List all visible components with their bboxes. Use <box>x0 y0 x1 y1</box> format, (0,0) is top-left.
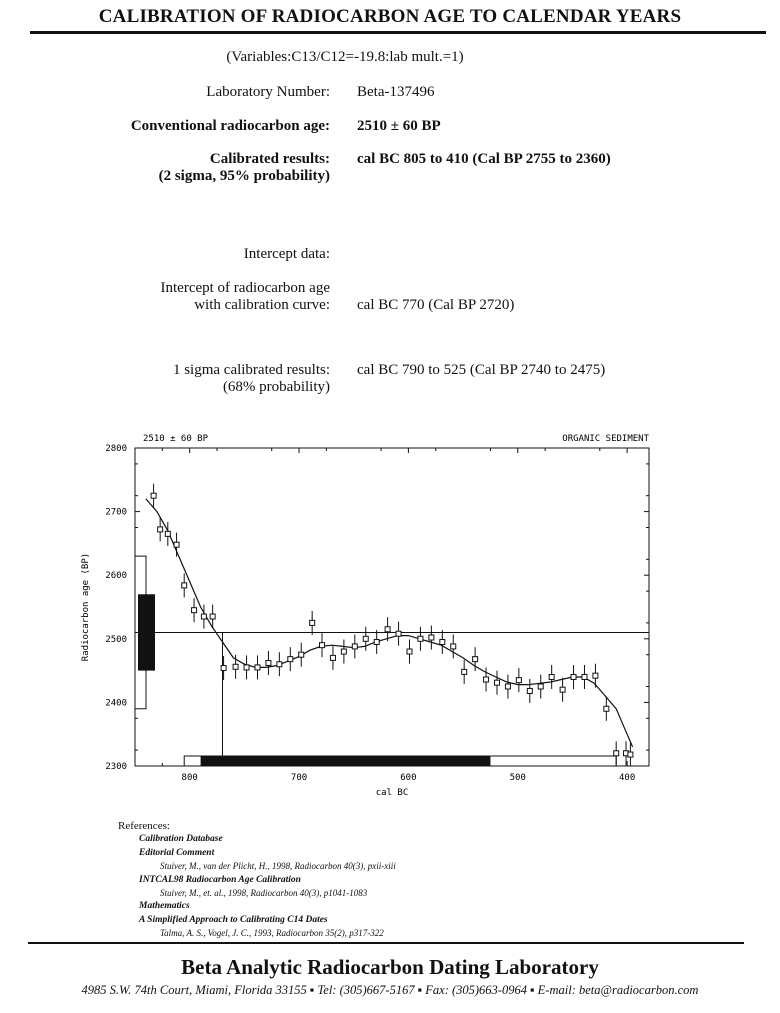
point-marker <box>462 669 467 674</box>
point-marker <box>407 649 412 654</box>
point-marker <box>174 542 179 547</box>
data-point <box>330 646 335 670</box>
sigma1-label: 1 sigma calibrated results: <box>172 362 330 378</box>
reference-lines <box>135 632 649 766</box>
range-1sigma <box>201 756 491 766</box>
point-marker <box>418 636 423 641</box>
point-marker <box>571 674 576 679</box>
data-point <box>244 655 249 679</box>
data-point <box>352 634 357 658</box>
point-marker <box>484 677 489 682</box>
y-tick-label: 2400 <box>105 698 127 709</box>
y-axis <box>105 444 649 772</box>
data-point <box>571 665 576 689</box>
data-point <box>560 678 565 702</box>
point-marker <box>560 687 565 692</box>
chart-title-right: ORGANIC SEDIMENT <box>562 434 649 444</box>
lab-name: Beta Analytic Radiocarbon Dating Laboratory <box>181 955 599 979</box>
y-tick-label: 2700 <box>105 507 127 518</box>
data-point <box>192 598 197 622</box>
data-point <box>151 484 156 508</box>
references <box>118 820 396 941</box>
data-point <box>516 668 521 692</box>
data-point <box>374 630 379 654</box>
data-point <box>593 664 598 688</box>
data-point <box>538 675 543 699</box>
data-point <box>288 647 293 671</box>
data-point <box>407 640 412 664</box>
data-point <box>462 660 467 684</box>
data-point <box>396 622 401 646</box>
point-marker <box>221 666 226 671</box>
point-marker <box>192 608 197 613</box>
point-marker <box>451 644 456 649</box>
data-point <box>418 627 423 651</box>
reference-title: A Simplified Approach to Calibrating C14 Dates <box>139 914 328 925</box>
point-marker <box>165 531 170 536</box>
intercept-heading: Intercept data: <box>243 246 330 262</box>
data-point <box>604 697 609 721</box>
point-marker <box>266 660 271 665</box>
data-point <box>320 633 325 657</box>
intercept-label-2: with calibration curve: <box>194 297 330 313</box>
y-tick-label: 2600 <box>105 571 127 582</box>
point-marker <box>151 493 156 498</box>
sigma1-value: cal BC 790 to 525 (Cal BP 2740 to 2475) <box>357 362 606 378</box>
point-marker <box>210 614 215 619</box>
data-point <box>299 643 304 667</box>
data-point <box>266 651 271 675</box>
point-marker <box>516 678 521 683</box>
data-points <box>151 484 633 767</box>
calibration-curve <box>146 499 633 747</box>
reference-title: Calibration Database <box>139 834 223 845</box>
calibrated-sub: (2 sigma, 95% probability) <box>158 168 330 184</box>
point-marker <box>182 583 187 588</box>
point-marker <box>352 644 357 649</box>
chart-title-left: 2510 ± 60 BP <box>143 434 209 444</box>
conv-age-value: 2510 ± 60 BP <box>357 118 441 134</box>
point-marker <box>604 706 609 711</box>
point-marker <box>299 652 304 657</box>
data-point <box>363 627 368 651</box>
variables-line: (Variables:C13/C12=-19.8:lab mult.=1) <box>226 49 464 65</box>
point-marker <box>277 662 282 667</box>
plot-frame <box>135 448 649 766</box>
lab-address: 4985 S.W. 74th Court, Miami, Florida 33155 ▪ Tel: (305)667-5167 ▪ Fax: (305)663-0964 ▪ E-mail: beta@radiocarbon.com <box>81 983 699 997</box>
point-marker <box>385 627 390 632</box>
data-point <box>582 665 587 689</box>
y-tick-label: 2300 <box>105 762 127 772</box>
point-marker <box>363 636 368 641</box>
point-marker <box>320 643 325 648</box>
point-marker <box>614 751 619 756</box>
top-rule <box>30 31 766 34</box>
calibrated-label: Calibrated results: <box>209 151 330 167</box>
sigma1-sub: (68% probability) <box>222 379 330 395</box>
data-point <box>255 655 260 679</box>
references-list <box>118 833 396 940</box>
reference-title: Editorial Comment <box>139 847 215 858</box>
data-point <box>221 656 226 680</box>
point-marker <box>310 620 315 625</box>
point-marker <box>527 688 532 693</box>
data-point <box>451 634 456 658</box>
point-marker <box>255 665 260 670</box>
data-point <box>549 665 554 689</box>
calibrated-ranges <box>184 756 616 766</box>
point-marker <box>341 649 346 654</box>
reference-citation: Stuiver, M., van der Plicht, H., 1998, Radiocarbon 40(3), pxii-xiii <box>160 861 396 872</box>
reference-citation: Talma, A. S., Vogel, J. C., 1993, Radiocarbon 35(2), p317-322 <box>160 928 384 939</box>
x-tick-label: 800 <box>181 773 198 783</box>
calibration-chart <box>0 420 780 805</box>
reference-title: INTCAL98 Radiocarbon Age Calibration <box>139 874 301 885</box>
x-tick-label: 400 <box>618 773 636 783</box>
point-marker <box>538 684 543 689</box>
lab-number-label: Laboratory Number: <box>206 84 330 100</box>
data-point <box>440 630 445 654</box>
point-marker <box>158 527 163 532</box>
data-point <box>310 611 315 635</box>
x-axis-label: cal BC <box>375 788 409 798</box>
data-point <box>174 533 179 557</box>
point-marker <box>374 639 379 644</box>
data-point <box>429 626 434 650</box>
point-marker <box>233 664 238 669</box>
page-title: CALIBRATION OF RADIOCARBON AGE TO CALENDAR YEARS <box>98 6 682 27</box>
data-point <box>201 605 206 629</box>
point-marker <box>582 674 587 679</box>
point-marker <box>288 657 293 662</box>
x-axis <box>162 448 635 783</box>
point-marker <box>440 639 445 644</box>
bottom-rule <box>28 942 744 944</box>
data-point <box>505 675 510 699</box>
lab-number-value: Beta-137496 <box>357 84 435 100</box>
data-point <box>182 573 187 597</box>
point-marker <box>473 657 478 662</box>
x-tick-label: 700 <box>290 773 308 783</box>
x-tick-label: 600 <box>400 773 417 783</box>
point-marker <box>593 673 598 678</box>
point-marker <box>505 684 510 689</box>
data-point <box>494 671 499 695</box>
point-marker <box>244 665 249 670</box>
intercept-value: cal BC 770 (Cal BP 2720) <box>357 297 515 313</box>
references-heading: References: <box>118 820 170 832</box>
conv-age-label: Conventional radiocarbon age: <box>130 118 330 134</box>
y-tick-label: 2500 <box>105 634 127 645</box>
point-marker <box>628 752 633 757</box>
point-marker <box>330 655 335 660</box>
data-point <box>277 652 282 676</box>
reference-citation: Stuiver, M., et. al., 1998, Radiocarbon 40(3), p1041-1083 <box>160 888 368 899</box>
point-marker <box>396 631 401 636</box>
y-axis-label: Radiocarbon age (BP) <box>81 552 91 662</box>
point-marker <box>549 674 554 679</box>
y-tick-label: 2800 <box>105 444 127 454</box>
x-tick-label: 500 <box>509 773 526 783</box>
reference-title: Mathematics <box>139 901 190 912</box>
point-marker <box>429 635 434 640</box>
point-marker <box>201 614 206 619</box>
intercept-label-1: Intercept of radiocarbon age <box>160 280 330 296</box>
point-marker <box>494 680 499 685</box>
data-point <box>341 640 346 664</box>
data-point <box>165 522 170 546</box>
calibrated-value: cal BC 805 to 410 (Cal BP 2755 to 2360) <box>357 151 611 167</box>
data-point <box>527 679 532 703</box>
